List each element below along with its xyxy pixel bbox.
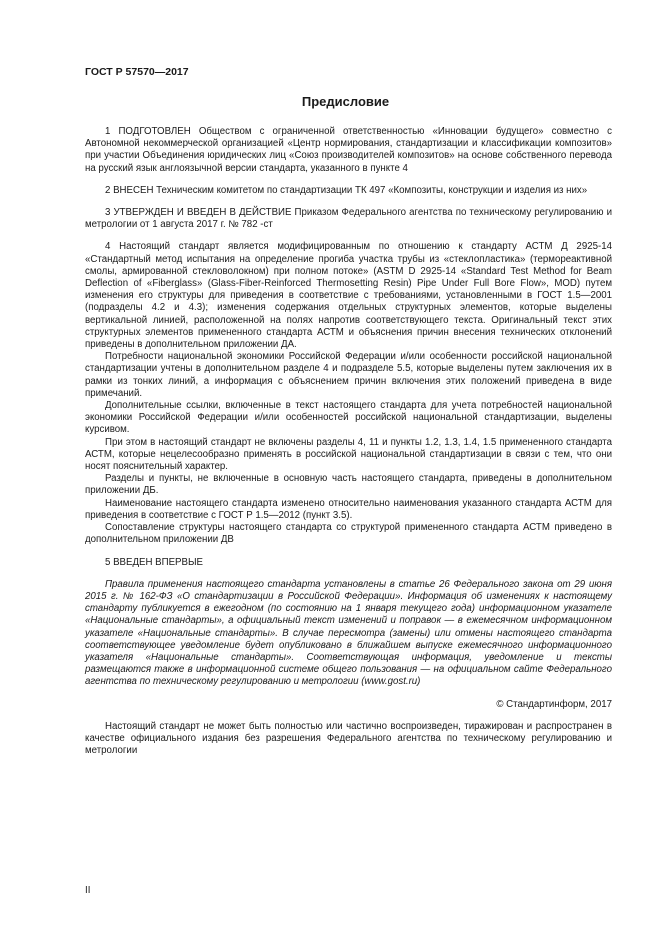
item-4: 4 Настоящий стандарт является модифицированным по отношению к стандарту АСТМ Д 2925-14 «Стандартный метод испытания на определение прогиба участка трубы из «стеклопластика» (термореактивной смолы, армированной стекловолокном) при полном потоке» (ASTM D 2925-14 «Standard Test Method for Beam Deflection of «Fiberglass» (Glass-Fiber-Reinforced Thermosetting Resin) Pipe Under Full Bore Flow», MOD) путем изменения его структуры для приведения в соответствие с требованиями, установленными в ГОСТ 1.5—2001 (подразделы 4.2 и 4.3); изменения содержания отдельных структурных элементов, которые выделены вертикальной линией, расположенной на полях напротив соответствующего текста. Оригинальный текст этих структурных элементов примененного стандарта АСТМ и объяснения причин внесения технических отклонений приведены в дополнительном приложении ДА. xyxy=(85,241,612,351)
item-5: 5 ВВЕДЕН ВПЕРВЫЕ xyxy=(105,556,204,568)
page-title: Предисловие xyxy=(301,94,390,109)
item-4-references: Дополнительные ссылки, включенные в текст настоящего стандарта для учета потребностей национальной экономики Российской Федерации и/или особенностей российской национальной стандартизации, выделены курсивом. xyxy=(85,400,612,436)
item-1: 1 ПОДГОТОВЛЕН Обществом с ограниченной ответственностью «Инновации будущего» совместно с Автономной некоммерческой организацией «Центр нормирования, стандартизации и классификации композитов» при участии Объединения юридических лиц «Союз производителей композитов» на основе собственного перевода на русский язык англоязычной версии стандарта, указанного в пункте 4 xyxy=(85,126,612,174)
item-4-title-change: Наименование настоящего стандарта изменено относительно наименования указанного стандарта АСТМ для приведения в соответствие с ГОСТ Р 1.5—2012 (пункт 3.5). xyxy=(85,497,612,521)
item-4-appendix-db: Разделы и пункты, не включенные в основную часть настоящего стандарта, приведены в дополнительном приложении ДБ. xyxy=(85,473,612,497)
item-4-appendix-dv: Сопоставление структуры настоящего стандарта со структурой примененного стандарта АСТМ приведено в дополнительном приложении ДВ xyxy=(85,522,612,546)
item-4-needs: Потребности национальной экономики Российской Федерации и/или особенности российской национальной стандартизации учтены в дополнительном разделе 4 и подразделе 5.5, которые выделены путем заключения их в рамки из тонких линий, а информация с объяснением причин включения этих положений приведена в виде примечаний. xyxy=(85,351,612,399)
page-number: II xyxy=(85,885,91,896)
item-2: 2 ВНЕСЕН Техническим комитетом по стандартизации ТК 497 «Композиты, конструкции и изделия из них» xyxy=(105,184,588,196)
item-4-excluded: При этом в настоящий стандарт не включены разделы 4, 11 и пункты 1.2, 1.3, 1.4, 1.5 примененного стандарта АСТМ, которые нецелесообразно применять в российской национальной стандартизации в связи с тем, что они носят пояснительный характер. xyxy=(85,436,612,473)
copyright: © Стандартинформ, 2017 xyxy=(496,698,612,710)
application-rules: Правила применения настоящего стандарта установлены в статье 26 Федерального закона от 29 июня 2015 г. № 162-ФЗ «О стандартизации в Российской Федерации». Информация об изменениях к настоящему стандарту публикуется в ежегодном (по состоянию на 1 января текущего года) информационном указателе «Национальные стандарты», а официальный текст изменений и поправок — в ежемесячном информационном указателе «Национальные стандарты». В случае пересмотра (замены) или отмены настоящего стандарта соответствующее уведомление будет опубликовано в ближайшем выпуске ежемесячного информационного указателя «Национальные стандарты». Соответствующая информация, уведомление и тексты размещаются также в информационной системе общего пользования — на официальном сайте Федерального агентства по техническому регулированию и метрологии (www.gost.ru) xyxy=(85,578,612,688)
item-3: 3 УТВЕРЖДЕН И ВВЕДЕН В ДЕЙСТВИЕ Приказом Федерального агентства по техническому регулированию и метрологии от 1 августа 2017 г. № 782 -ст xyxy=(85,207,612,231)
reproduction-notice: Настоящий стандарт не может быть полностью или частично воспроизведен, тиражирован и распространен в качестве официального издания без разрешения Федерального агентства по техническому регулированию и метрологии xyxy=(85,720,612,757)
foreword-body xyxy=(85,126,612,757)
standard-code-header: ГОСТ Р 57570—2017 xyxy=(85,66,189,78)
